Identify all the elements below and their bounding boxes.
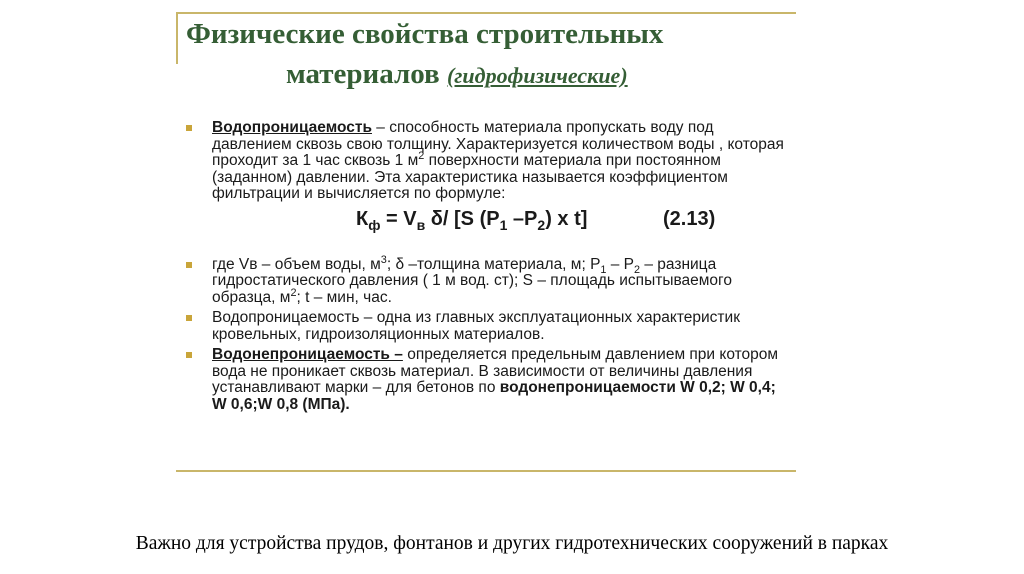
definition-text-continued: поверхности материала при постоянном (заданном) давлении. Эта характеристика называется коэффициентом фильтрации и вычисляется по формуле: — [212, 152, 728, 202]
list-item-waterproofness — [186, 347, 786, 413]
superscript: 2 — [290, 286, 297, 299]
formula-number: (2.13) — [662, 207, 716, 230]
formula-v-sub: в — [416, 216, 426, 233]
bottom-rule — [176, 470, 796, 472]
subscript: 1 — [600, 263, 607, 276]
legend-text-d: – разница гидростатического давления ( 1 м вод. ст); S – площадь испытываемого образца, м — [212, 255, 732, 306]
legend-text-e: ; t – мин, час. — [296, 288, 392, 306]
formula — [186, 207, 786, 231]
term-waterproofness: Водонепроницаемость – — [212, 346, 403, 363]
formula-eq: = V — [380, 207, 417, 230]
title-line-2-text: материалов — [286, 58, 440, 90]
formula-p2-sub: 2 — [537, 216, 546, 233]
title-line-1: Физические свойства строительных — [186, 18, 664, 50]
bullet-icon — [186, 352, 192, 358]
formula-p1-sub: 1 — [499, 216, 508, 233]
superscript: 3 — [380, 253, 387, 266]
formula-mid: δ/ [S (P — [425, 207, 500, 230]
slide-title — [186, 14, 806, 96]
formula-dash: –P — [507, 207, 538, 230]
term-water-permeability: Водопроницаемость — [212, 119, 372, 136]
waterproofness-text: определяется предельным давлением при котором вода не проникает сквозь материал. В зависимости от величины давления устанавливают марки – для бетонов по — [212, 346, 779, 396]
legend-text-a: где Vв – объем воды, м — [212, 255, 381, 273]
list-item-importance — [186, 310, 786, 343]
title-line-2 — [186, 54, 806, 96]
list-item-water-permeability — [186, 120, 786, 203]
importance-text: Водопроницаемость – одна из главных эксплуатационных характеристик кровельных, гидроизоляционных материалов. — [212, 309, 740, 343]
left-rule — [176, 12, 178, 64]
title-subtitle: (гидрофизические) — [446, 63, 628, 88]
list-item-legend — [186, 253, 786, 307]
caption: Важно для устройства прудов, фонтанов и других гидротехнических сооружений в парках — [135, 533, 889, 554]
formula-k: К — [356, 207, 369, 230]
formula-end: ) x t] — [545, 207, 588, 230]
bullet-icon — [186, 315, 192, 321]
bullet-icon — [186, 125, 192, 131]
legend-text-b: ; δ –толщина материала, м; Р — [386, 255, 601, 273]
slide-content — [186, 120, 786, 417]
waterproofness-grades: водонепроницаемости W 0,2; W 0,4; W 0,6;W 0,8 (МПа). — [212, 379, 776, 413]
superscript: 2 — [418, 149, 425, 162]
subscript: 2 — [634, 263, 641, 276]
formula-k-sub: ф — [368, 216, 381, 233]
legend-text-c: – Р — [606, 255, 635, 273]
bullet-icon — [186, 262, 192, 268]
definition-text: – способность материала пропускать воду под давлением сквозь свою толщину. Характеризуется количеством воды , которая проходит за 1 час сквозь 1 м — [212, 119, 784, 169]
